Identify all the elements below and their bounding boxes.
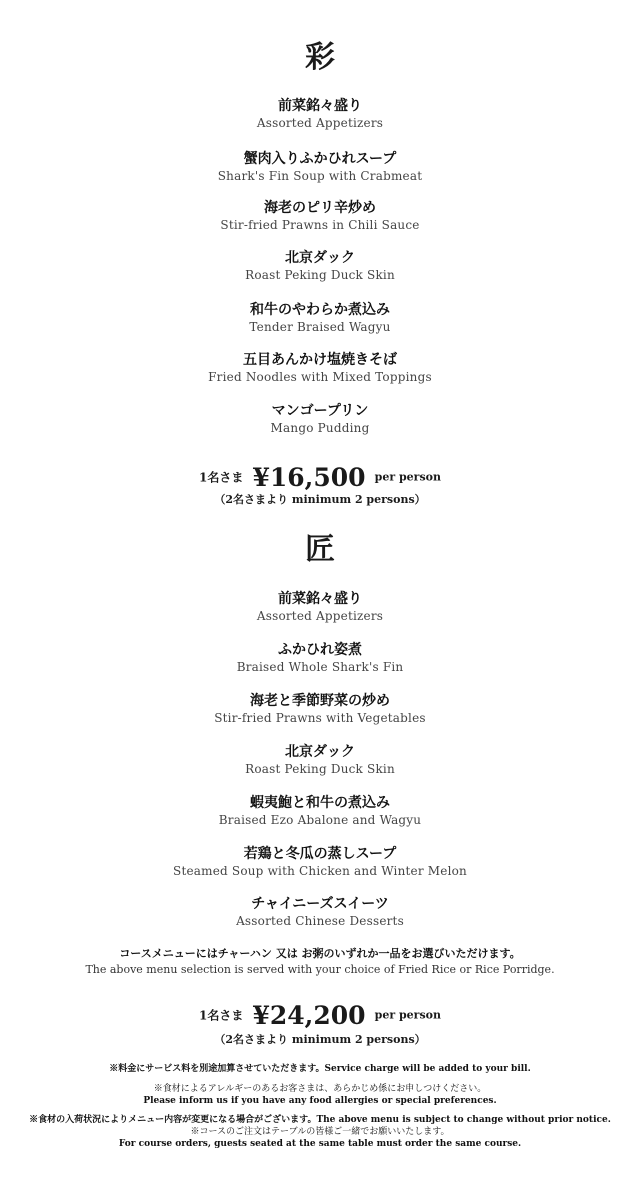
- rice-choice-note-ja: コースメニューにはチャーハン 又は お粥のいずれか一品をお選びいただけます。: [119, 947, 521, 960]
- menu-item: [0, 402, 640, 436]
- menu-item: [0, 97, 640, 131]
- price-per-person-ja: 1名さま: [199, 470, 244, 485]
- allergy-note-en: Please inform us if you have any food allergies or special preferences.: [143, 1096, 497, 1106]
- menu-item-en: Roast Peking Duck Skin: [245, 268, 395, 282]
- menu-item-ja: チャイニーズスイーツ: [251, 896, 389, 912]
- menu-item-ja: 北京ダック: [285, 250, 355, 266]
- menu-item-ja: ふかひれ姿煮: [278, 642, 362, 658]
- menu-item-ja: 海老と季節野菜の炒め: [250, 693, 390, 709]
- menu-item-ja: 前菜銘々盛り: [278, 98, 362, 114]
- menu-item-en: Mango Pudding: [270, 421, 370, 435]
- menu-item-en: Tender Braised Wagyu: [249, 320, 391, 334]
- menu-item-en: Stir-fried Prawns with Vegetables: [214, 711, 426, 725]
- menu-item-ja: 和牛のやわらか煮込み: [250, 302, 390, 318]
- menu-item: [0, 150, 640, 184]
- menu-item: [0, 249, 640, 283]
- menu-item-en: Shark's Fin Soup with Crabmeat: [217, 169, 423, 183]
- menu-item-en: Steamed Soup with Chicken and Winter Melon: [173, 864, 467, 878]
- menu-item-ja: 蝦夷鮑と和牛の煮込み: [250, 795, 390, 811]
- menu-item-ja: 蟹肉入りふかひれスープ: [243, 151, 397, 167]
- course-title-sai: 彩: [305, 40, 335, 75]
- price-amount: ¥24,200: [252, 1000, 366, 1030]
- menu-item-en: Roast Peking Duck Skin: [245, 762, 395, 776]
- price-per-person-en: per person: [374, 1008, 441, 1022]
- price-per-person-en: per person: [374, 470, 441, 484]
- menu-change-note: ※食材の入荷状況によりメニュー内容が変更になる場合がございます。The above menu is subject to change without prior notice.: [29, 1115, 611, 1125]
- menu-item-ja: 前菜銘々盛り: [278, 591, 362, 607]
- menu-item: [0, 794, 640, 828]
- menu-item: [0, 641, 640, 675]
- minimum-persons: （2名さまより minimum 2 persons）: [214, 1033, 426, 1046]
- course-price: [0, 1000, 640, 1031]
- menu-item: [0, 692, 640, 726]
- menu-item: [0, 743, 640, 777]
- menu-item-en: Fried Noodles with Mixed Toppings: [208, 370, 432, 384]
- menu-item-ja: 若鶏と冬瓜の蒸しスープ: [243, 846, 397, 862]
- menu-item-ja: マンゴープリン: [271, 403, 369, 419]
- service-charge-note: ※料金にサービス料を別途加算させていただきます。Service charge will be added to your bill.: [109, 1064, 531, 1074]
- menu-item-en: Braised Whole Shark's Fin: [236, 660, 404, 674]
- price-amount: ¥16,500: [252, 462, 366, 492]
- menu-item-ja: 海老のピリ辛炒め: [264, 200, 376, 216]
- menu-item-en: Braised Ezo Abalone and Wagyu: [218, 813, 422, 827]
- menu-item: [0, 895, 640, 929]
- rice-choice-note-en: The above menu selection is served with your choice of Fried Rice or Rice Porridge.: [85, 963, 555, 976]
- menu-item-en: Assorted Appetizers: [256, 609, 384, 623]
- menu-item: [0, 590, 640, 624]
- menu-item-en: Assorted Chinese Desserts: [236, 914, 404, 928]
- menu-item-ja: 北京ダック: [285, 744, 355, 760]
- table-order-note-en: For course orders, guests seated at the same table must order the same course.: [118, 1139, 522, 1149]
- price-per-person-ja: 1名さま: [199, 1008, 244, 1023]
- minimum-persons: （2名さまより minimum 2 persons）: [214, 493, 426, 506]
- course-title-takumi: 匠: [305, 532, 335, 567]
- menu-item: [0, 351, 640, 385]
- rice-choice-note: [0, 946, 640, 978]
- table-order-note-ja: ※コースのご注文はテーブルの皆様ご一緒でお願いいたします。: [190, 1127, 450, 1137]
- menu-item: [0, 199, 640, 233]
- menu-item-ja: 五目あんかけ塩焼きそば: [243, 352, 397, 368]
- allergy-note-ja: ※食材によるアレルギーのあるお客さまは、あらかじめ係にお申しつけください。: [153, 1084, 487, 1094]
- menu-item-en: Stir-fried Prawns in Chili Sauce: [220, 218, 420, 232]
- menu-item: [0, 301, 640, 335]
- menu-item-en: Assorted Appetizers: [256, 116, 384, 130]
- menu-item: [0, 845, 640, 879]
- course-price: [0, 462, 640, 493]
